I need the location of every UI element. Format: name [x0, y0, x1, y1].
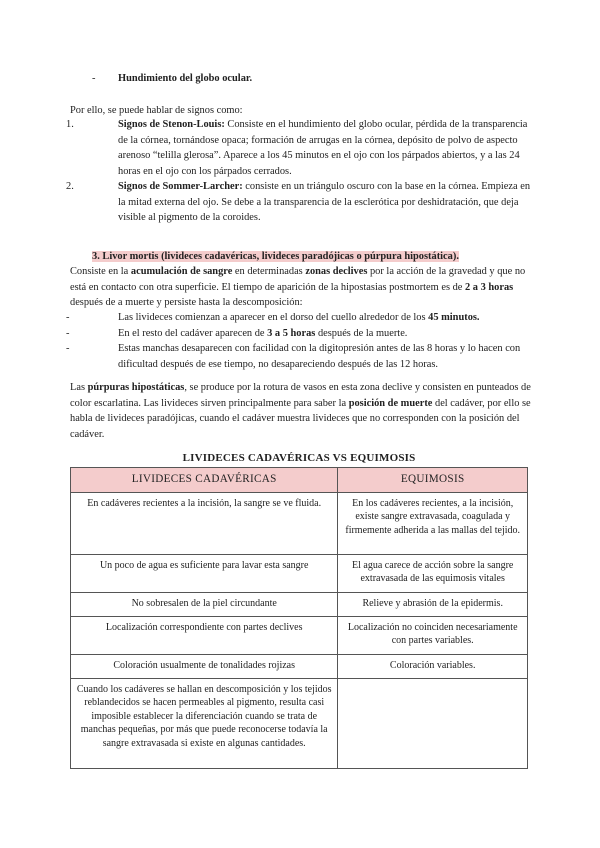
table-cell: En los cadáveres recientes, a la incisión, existe sangre extravasada, coagulada y firmemente adherida a las mallas del tejido.: [338, 492, 528, 554]
table-cell: El agua carece de acción sobre la sangre extravasada de las equimosis vitales: [338, 554, 528, 592]
table-row: [71, 654, 528, 678]
sign-item-sommer-larcher: [66, 179, 532, 226]
text-run: Las livideces comienzan a aparecer en el dorso del cuello alrededor de los: [118, 312, 429, 323]
text-run: del cadáver, por ello se habla de livideces paradójicas, cuando el cadáver muestra livideces que no corresponden con la posición del cadáver.: [70, 397, 531, 440]
table-row: [71, 492, 528, 554]
table-cell: Coloración variables.: [338, 654, 528, 678]
text-run: Consiste en la: [70, 266, 131, 277]
intro-bullet-text: Hundimiento del globo ocular.: [118, 73, 253, 84]
table-row: [71, 616, 528, 654]
list-number: 2.: [66, 181, 74, 192]
livor-bullets: [66, 310, 532, 372]
text-run-bold: acumulación de sangre: [130, 266, 233, 277]
table-row: [71, 592, 528, 616]
list-number: 1.: [66, 119, 74, 130]
sign-description: Consiste en el hundimiento del globo ocular, pérdida de la transparencia de la córnea, tornándose opaca; formación de arrugas en la córnea, depósito de polvo de aspecto arenoso “telilla glerosa”. Aparece a los 45 minutos en el ojo con los párpados abiertos, y a las 24 horas en el ojo con los párpados cerrados.: [118, 119, 528, 177]
signs-intro: Por ello, se puede hablar de signos como:: [70, 105, 243, 116]
sign-item-stenon-louis: [66, 117, 532, 179]
section-heading-text: 3. Livor mortis (livideces cadavéricas, livideces paradójicas o púrpura hipostática).: [92, 251, 459, 262]
list-item: [66, 326, 532, 342]
text-run: En el resto del cadáver aparecen de: [118, 327, 268, 339]
table-cell: Localización correspondiente con partes declives: [71, 616, 338, 654]
table-cell: En cadáveres recientes a la incisión, la sangre se ve fluida.: [71, 492, 338, 554]
table-row: [71, 554, 528, 592]
text-run: en determinadas: [232, 266, 306, 277]
text-run: después de la muerte.: [315, 327, 408, 339]
table-cell: Un poco de agua es suficiente para lavar esta sangre: [71, 554, 338, 592]
list-item: [66, 341, 532, 372]
sign-name: Signos de Sommer-Larcher:: [118, 181, 243, 192]
table-title: LIVIDECES CADAVÉRICAS VS EQUIMOSIS: [182, 452, 416, 464]
table-cell: Cuando los cadáveres se hallan en descomposición y los tejidos reblandecidos se hacen permeables al pigmento, resulta casi imposible establecer la diferenciación cuando se trata de manchas pequeñas, por más que puede reconocerse todavía la sangre extravasada si existe en algunas cantidades.: [71, 678, 338, 768]
text-run: por la acción de la gravedad y que no está en contacto con otra superficie. El tiempo de aparición de la hipostasias postmortem es de: [70, 266, 526, 293]
table-cell: Localización no coinciden necesariamente con partes variables.: [338, 616, 528, 654]
purpura-paragraph: [70, 380, 532, 442]
text-run-bold: 2 a 3 horas: [465, 281, 514, 293]
dash-marker: -: [92, 73, 96, 84]
table-row: [71, 678, 528, 768]
sign-name: Signos de Stenon-Louis:: [118, 119, 225, 130]
table-header-row: [71, 468, 528, 493]
section-heading-livor-mortis: [92, 249, 532, 265]
comparison-table: [70, 467, 528, 769]
text-run-bold: 3 a 5 horas: [267, 327, 316, 339]
text-run: después de a muerte y persiste hasta la descomposición:: [70, 297, 303, 308]
dash-marker: -: [66, 312, 70, 323]
sign-description: consiste en un triángulo oscuro con la base en la córnea. Empieza en la mitad externa del ojo. Se debe a la transparencia de la esclerótica por deshidratación, que deja visible al pigmento de la coroides.: [118, 181, 531, 223]
text-run: Las: [70, 382, 88, 393]
table-cell: No sobresalen de la piel circundante: [71, 592, 338, 616]
table-cell-empty: [338, 678, 528, 768]
table-cell: Coloración usualmente de tonalidades rojizas: [71, 654, 338, 678]
text-run-bold: posición de muerte: [348, 397, 433, 409]
text-run: , se produce por la rotura de vasos en esta zona declive y consisten en punteados de color escarlatina. Las livideces sirven principalmente para saber la: [70, 382, 531, 409]
dash-marker: -: [66, 327, 70, 339]
livor-paragraph: [70, 264, 532, 311]
intro-bullet: [92, 71, 532, 87]
column-header-livideces: LIVIDECES CADAVÉRICAS: [71, 468, 338, 493]
list-item: [66, 310, 532, 326]
text-run-bold: 45 minutos.: [428, 312, 480, 323]
signs-list: [66, 117, 532, 226]
table-cell: Relieve y abrasión de la epidermis.: [338, 592, 528, 616]
column-header-equimosis: EQUIMOSIS: [338, 468, 528, 493]
text-run: Estas manchas desaparecen con facilidad con la digitopresión antes de las 8 horas y lo hacen con dificultad después de ese tiempo, no desapareciendo después de las 12 horas.: [118, 343, 521, 370]
text-run-bold: púrpuras hipostáticas: [87, 382, 185, 393]
text-run-bold: zonas declives: [305, 266, 368, 277]
dash-marker: -: [66, 343, 70, 354]
